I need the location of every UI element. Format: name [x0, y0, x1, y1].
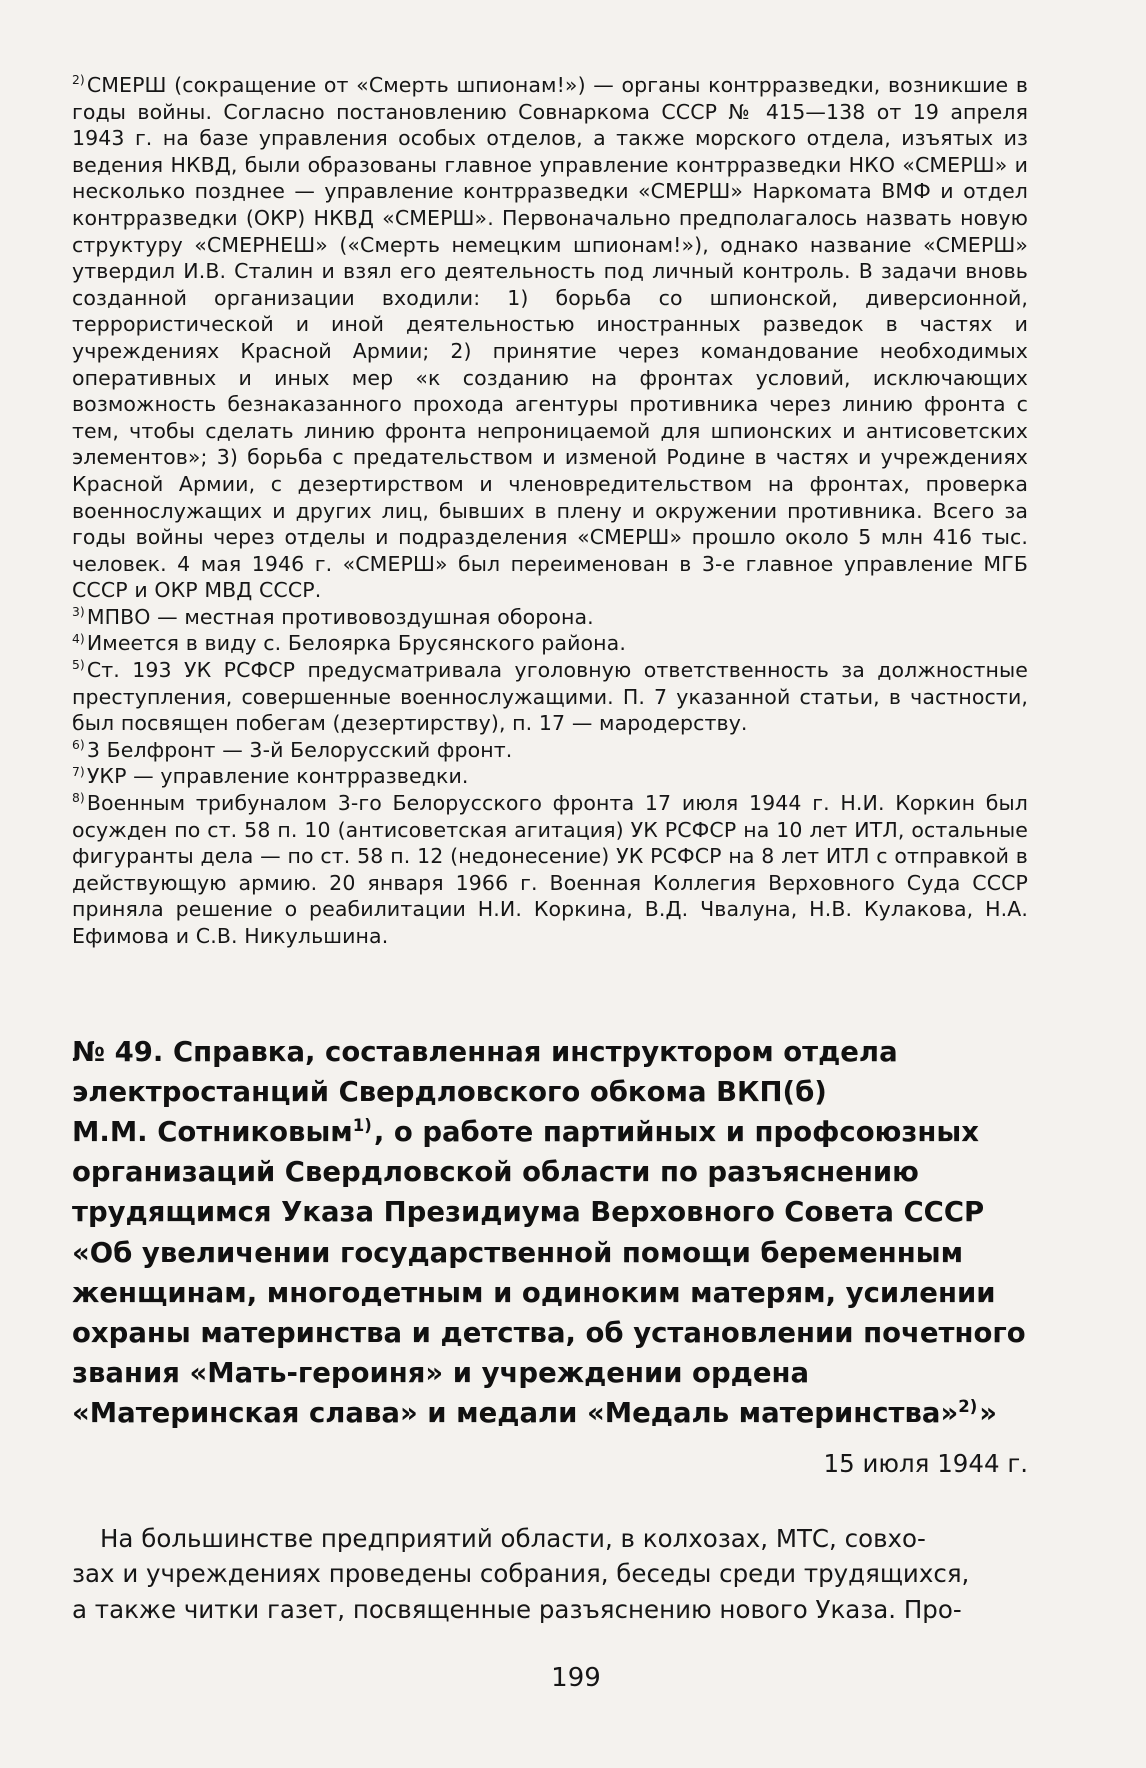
footnote-text: СМЕРШ (сокращение от «Смерть шпионам!») — органы контрразведки, возникшие в годы войны. Согласно постановлению Совнаркома СССР № 415—138 от 19 апреля 1943 г. на базе управления особых отделов, а также морского отдела, изъятых из ведения НКВД, были образованы главное управление контрразведки НКО «СМЕРШ» и несколько позднее — управление контрразведки «СМЕРШ» Наркомата ВМФ и отдел контрразведки (ОКР) НКВД «СМЕРШ». Первоначально предполагалось назвать новую структуру «СМЕРНЕШ» («Смерть немецким шпионам!»), однако название «СМЕРШ» утвердил И.В. Сталин и взял его деятельность под личный контроль. В задачи вновь созданной организации входили: 1) борьба со шпионской, диверсионной, террористической и иной деятельностью иностранных разведок в частях и учреждениях Красной Армии; 2) принятие через командование необходимых оперативных и иных мер «к созданию на фронтах условий, исключающих возможность безнаказанного прохода агентуры противника через линию фронта с тем, чтобы сделать линию фронта непроницаемой для шпионских и антисоветских элементов»; 3) борьба с предательством и изменой Родине в частях и учреждениях Красной Армии, с дезертирством и членовредительством на фронтах, проверка военнослужащих и других лиц, бывших в плену и окружении противника. Всего за годы войны через отделы и подразделения «СМЕРШ» прошло около 5 млн 416 тыс. человек. 4 мая 1946 г. «СМЕРШ» был переименован в 3-е главное управление МГБ СССР и ОКР МВД СССР. [72, 73, 1028, 603]
body-line: На большинстве предприятий области, в колхозах, МТС, совхо- [100, 1523, 926, 1553]
page-number: 199 [551, 1663, 601, 1693]
title-line: «Об увеличении государственной помощи беременным [72, 1236, 964, 1269]
footnote-text: Военным трибуналом 3-го Белорусского фронта 17 июля 1944 г. Н.И. Коркин был осужден по ст. 58 п. 10 (антисоветская агитация) УК РСФСР на 10 лет ИТЛ, остальные фигуранты дела — по ст. 58 п. 12 (недонесение) УК РСФСР на 8 лет ИТЛ с отправкой в действующую армию. 20 января 1966 г. Военная Коллегия Верховного Суда СССР приняла решение о реабилитации Н.И. Коркина, В.Д. Чвалуна, Н.В. Кулакова, Н.А. Ефимова и С.В. Никульшина. [72, 791, 1028, 948]
footnote: $^{5)}$Ст. 193 УК РСФСР предусматривала уголовную ответственность за должностные преступления, совершенные военнослужащими. П. 7 указанной статьи, в частности, был посвящен побегам (дезертирству), п. 17 — мародерству. [72, 658, 1028, 736]
footnote: $^{7)}$УКР — управление контрразведки. [72, 764, 469, 789]
body-line: а также читки газет, посвященные разъяснению нового Указа. Про- [72, 1594, 962, 1624]
document-date: 15 июля 1944 г. [823, 1448, 1028, 1478]
body-line: зах и учреждениях проведены собрания, беседы среди трудящихся, [72, 1559, 970, 1589]
title-line: трудящимся Указа Президиума Верховного Совета СССР [72, 1196, 985, 1229]
footnote-ref: 2) [958, 1397, 978, 1417]
title-line: охраны материнства и детства, об установлении почетного [72, 1317, 1026, 1350]
document-title [72, 1032, 1028, 1434]
footnotes-section [72, 72, 1028, 950]
footnote-text: 3 Белфронт — 3-й Белорусский фронт. [86, 737, 513, 762]
footnote-text: Ст. 193 УК РСФСР предусматривала уголовную ответственность за должностные преступления, совершенные военнослужащими. П. 7 указанной статьи, в частности, был посвящен побегам (дезертирству), п. 17 — мародерству. [72, 658, 1028, 736]
title-line: электростанций Свердловского обкома ВКП(б) [72, 1075, 827, 1108]
title-line: женщинам, многодетным и одиноким матерям, усилении [72, 1276, 996, 1309]
title-line: «Материнская слава» и медали «Медаль материнства»$^{2)}$» [72, 1397, 998, 1430]
footnote: $^{6)}$3 Белфронт — 3-й Белорусский фронт. [72, 737, 513, 762]
title-line: М.М. Сотниковым$^{1)}$, о работе партийных и профсоюзных [72, 1115, 979, 1148]
footnote: $^{3)}$МПВО — местная противовоздушная оборона. [72, 604, 594, 629]
title-line: организаций Свердловской области по разъяснению [72, 1156, 919, 1189]
footnote-ref: 1) [352, 1115, 372, 1135]
footnote: $^{2)}$СМЕРШ (сокращение от «Смерть шпионам!») — органы контрразведки, возникшие в годы войны. Согласно постановлению Совнаркома СССР № 415—138 от 19 апреля 1943 г. на базе управления особых отделов, а также морского отдела, изъятых из ведения НКВД, были образованы главное управление контрразведки НКО «СМЕРШ» и несколько позднее — управление контрразведки «СМЕРШ» Наркомата ВМФ и отдел контрразведки (ОКР) НКВД «СМЕРШ». Первоначально предполагалось назвать новую структуру «СМЕРНЕШ» («Смерть немецким шпионам!»), однако название «СМЕРШ» утвердил И.В. Сталин и взял его деятельность под личный контроль. В задачи вновь созданной организации входили: 1) борьба со шпионской, диверсионной, террористической и иной деятельностью иностранных разведок в частях и учреждениях Красной Армии; 2) принятие через командование необходимых оперативных и иных мер «к созданию на фронтах условий, исключающих возможность безнаказанного прохода агентуры противника через линию фронта с тем, чтобы сделать линию фронта непроницаемой для шпионских и антисоветских элементов»; 3) борьба с предательством и изменой Родине в частях и учреждениях Красной Армии, с дезертирством и членовредительством на фронтах, проверка военнослужащих и других лиц, бывших в плену и окружении противника. Всего за годы войны через отделы и подразделения «СМЕРШ» прошло около 5 млн 416 тыс. человек. 4 мая 1946 г. «СМЕРШ» был переименован в 3-е главное управление МГБ СССР и ОКР МВД СССР. [72, 73, 1028, 603]
footnote: $^{4)}$Имеется в виду с. Белоярка Брусянского района. [72, 631, 626, 656]
title-line: № 49. Справка, составленная инструктором отдела [72, 1035, 898, 1068]
body-paragraph [72, 1521, 1028, 1628]
footnote-text: МПВО — местная противовоздушная оборона. [86, 604, 594, 629]
title-line: звания «Мать-героиня» и учреждении ордена [72, 1357, 810, 1390]
footnote-text: Имеется в виду с. Белоярка Брусянского района. [86, 631, 626, 656]
footnote: $^{8)}$Военным трибуналом 3-го Белорусского фронта 17 июля 1944 г. Н.И. Коркин был осужден по ст. 58 п. 10 (антисоветская агитация) УК РСФСР на 10 лет ИТЛ, остальные фигуранты дела — по ст. 58 п. 12 (недонесение) УК РСФСР на 8 лет ИТЛ с отправкой в действующую армию. 20 января 1966 г. Военная Коллегия Верховного Суда СССР приняла решение о реабилитации Н.И. Коркина, В.Д. Чвалуна, Н.В. Кулакова, Н.А. Ефимова и С.В. Никульшина. [72, 791, 1028, 948]
footnote-text: УКР — управление контрразведки. [86, 764, 469, 789]
